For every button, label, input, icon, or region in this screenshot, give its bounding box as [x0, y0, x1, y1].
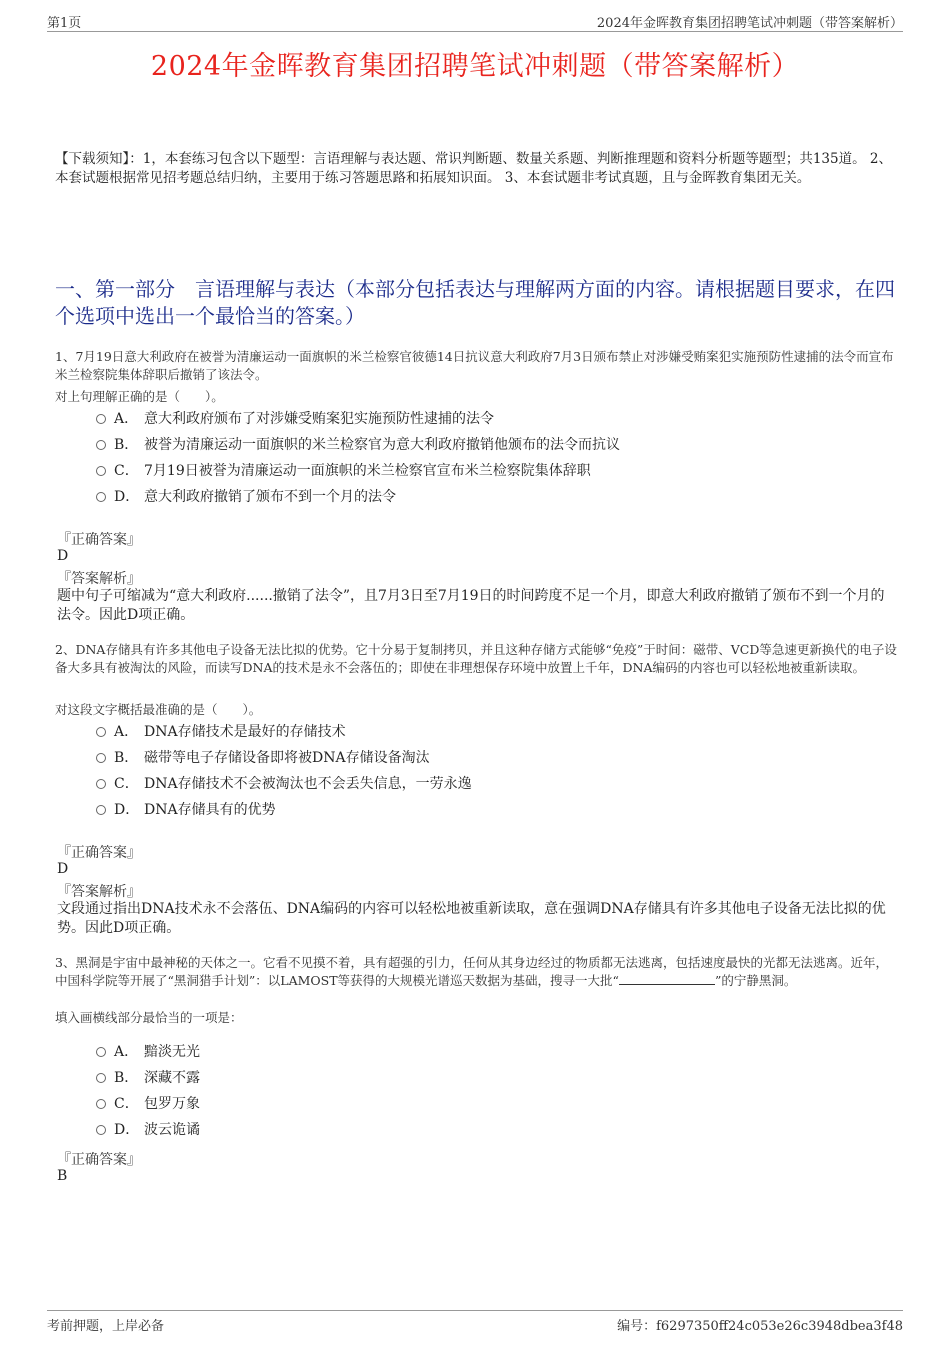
question-2-answer: D	[57, 861, 69, 877]
fill-in-blank	[619, 972, 715, 985]
section-heading: 一、第一部分 言语理解与表达（本部分包括表达与理解两方面的内容。请根据题目要求，在四个选项中选出一个最恰当的答案。）	[55, 277, 895, 328]
page-number: 第1页	[47, 16, 82, 31]
answer-label: 『正确答案』	[57, 845, 141, 861]
question-3-answer: B	[57, 1168, 68, 1184]
question-2-prompt: 对这段文字概括最准确的是（ ）。	[55, 702, 262, 717]
analysis-label: 『答案解析』	[57, 571, 141, 587]
question-1-answer: D	[57, 548, 69, 564]
question-1-option-a[interactable]: A． 意大利政府颁布了对涉嫌受贿案犯实施预防性逮捕的法令	[96, 408, 494, 430]
question-2-option-d[interactable]: D． DNA存储具有的优势	[96, 799, 276, 821]
question-2-option-a[interactable]: A． DNA存储技术是最好的存储技术	[96, 721, 346, 743]
question-2-analysis: 文段通过指出DNA技术永不会落伍、DNA编码的内容可以轻松地被重新读取，意在强调DNA存储具有许多其他电子设备无法比拟的优势。因此D项正确。	[57, 901, 886, 936]
question-2-option-c[interactable]: C． DNA存储技术不会被淘汰也不会丢失信息，一劳永逸	[96, 773, 472, 795]
question-3-option-d[interactable]: D． 波云诡谲	[96, 1119, 200, 1141]
radio-icon[interactable]	[96, 805, 106, 815]
question-1-text: 1、7月19日意大利政府在被誉为清廉运动一面旗帜的米兰检察官彼德14日抗议意大利政府7月3日颁布禁止对涉嫌受贿案犯实施预防性逮捕的法令而宣布米兰检察院集体辞职后撤销了该法令。	[55, 349, 894, 382]
download-notice: 【下载须知】：1，本套练习包含以下题型：言语理解与表达题、常识判断题、数量关系题、判断推理题和资料分析题等题型；共135道。 2、本套试题根据常见招考题总结归纳，主要用于练习答题思路和拓展知识面。 3、本套试题非考试真题，且与金晖教育集团无关。	[55, 151, 892, 186]
header-divider	[47, 31, 903, 32]
question-3-option-c[interactable]: C． 包罗万象	[96, 1093, 200, 1115]
footer-divider	[47, 1310, 903, 1311]
radio-icon[interactable]	[96, 414, 106, 424]
radio-icon[interactable]	[96, 779, 106, 789]
radio-icon[interactable]	[96, 440, 106, 450]
radio-icon[interactable]	[96, 753, 106, 763]
document-id: 编号：f6297350ff24c053e26c3948dbea3f48	[617, 1319, 903, 1334]
radio-icon[interactable]	[96, 1073, 106, 1083]
radio-icon[interactable]	[96, 1099, 106, 1109]
document-title: 2024年金晖教育集团招聘笔试冲刺题（带答案解析）	[150, 51, 800, 82]
question-1-option-c[interactable]: C． 7月19日被誉为清廉运动一面旗帜的米兰检察官宣布米兰检察院集体辞职	[96, 460, 591, 482]
radio-icon[interactable]	[96, 1125, 106, 1135]
radio-icon[interactable]	[96, 492, 106, 502]
radio-icon[interactable]	[96, 1047, 106, 1057]
question-3-text: 3、黑洞是宇宙中最神秘的天体之一。它看不见摸不着，具有超强的引力，任何从其身边经过的物质都无法逃离，包括速度最快的光都无法逃离。近年，中国科学院等开展了“黑洞猎手计划”：以LAMOST等获得的大规模光谱巡天数据为基础，搜寻一大批“ ”的宁静黑洞。	[55, 955, 888, 988]
radio-icon[interactable]	[96, 727, 106, 737]
question-3-option-a[interactable]: A． 黯淡无光	[96, 1041, 200, 1063]
question-2-option-b[interactable]: B． 磁带等电子存储设备即将被DNA存储设备淘汰	[96, 747, 430, 769]
question-1-prompt: 对上句理解正确的是（ ）。	[55, 389, 224, 404]
answer-label: 『正确答案』	[57, 532, 141, 548]
answer-label: 『正确答案』	[57, 1152, 141, 1168]
question-3-option-b[interactable]: B． 深藏不露	[96, 1067, 200, 1089]
footer-slogan: 考前押题，上岸必备	[47, 1319, 165, 1334]
question-3-prompt: 填入画横线部分最恰当的一项是：	[55, 1010, 243, 1025]
question-1-option-b[interactable]: B． 被誉为清廉运动一面旗帜的米兰检察官为意大利政府撤销他颁布的法令而抗议	[96, 434, 620, 456]
radio-icon[interactable]	[96, 466, 106, 476]
running-header-title: 2024年金晖教育集团招聘笔试冲刺题（带答案解析）	[596, 16, 903, 31]
question-1-analysis: 题中句子可缩减为“意大利政府......撤销了法令”，且7月3日至7月19日的时间跨度不足一个月，即意大利政府撤销了颁布不到一个月的法令。因此D项正确。	[57, 588, 885, 623]
analysis-label: 『答案解析』	[57, 884, 141, 900]
question-1-option-d[interactable]: D． 意大利政府撤销了颁布不到一个月的法令	[96, 486, 396, 508]
question-2-text: 2、DNA存储具有许多其他电子设备无法比拟的优势。它十分易于复制拷贝，并且这种存储方式能够“免疫”于时间：磁带、VCD等急速更新换代的电子设备大多具有被淘汰的风险，而读写DNA的技术是永不会落伍的；即使在非理想保存环境中放置上千年，DNA编码的内容也可以轻松地被重新读取。	[55, 642, 897, 675]
